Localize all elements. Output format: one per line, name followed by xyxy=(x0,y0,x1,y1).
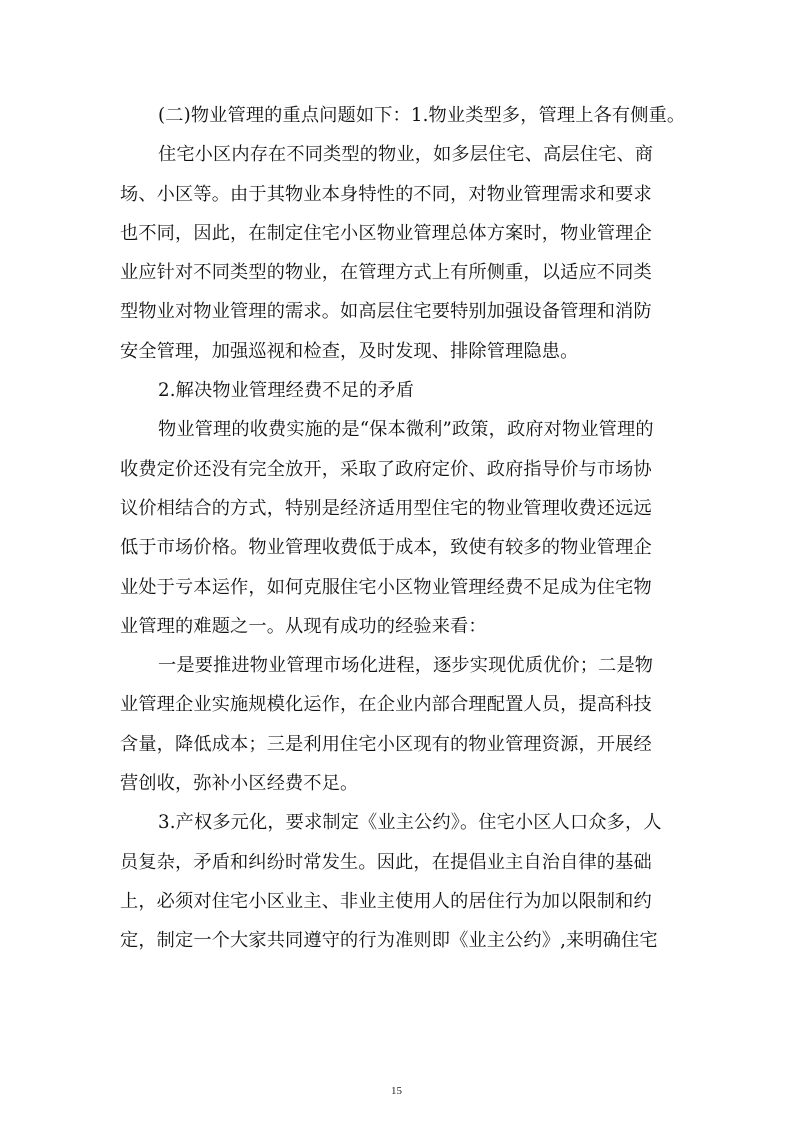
paragraph-line: 场、小区等。由于其物业本身特性的不同，对物业管理需求和要求 xyxy=(120,183,652,205)
paragraph-line: 也不同，因此，在制定住宅小区物业管理总体方案时，物业管理企 xyxy=(120,222,652,244)
document-body xyxy=(120,96,690,961)
paragraph-line: 员复杂，矛盾和纠纷时常发生。因此，在提倡业主自治自律的基础 xyxy=(120,851,652,873)
paragraph-line: 一是要推进物业管理市场化进程，逐步实现优质优价；二是物 xyxy=(158,655,654,677)
paragraph-line: 低于市场价格。物业管理收费低于成本，致使有较多的物业管理企 xyxy=(120,537,652,559)
paragraph-line: 型物业对物业管理的需求。如高层住宅要特别加强设备管理和消防 xyxy=(120,301,652,323)
paragraph-line: 业管理企业实施规模化运作，在企业内部合理配置人员，提高科技 xyxy=(120,694,652,716)
page-number: 15 xyxy=(391,1085,402,1097)
paragraph-line: 住宅小区内存在不同类型的物业，如多层住宅、高层住宅、商 xyxy=(158,144,654,166)
paragraph-line: 含量，降低成本；三是利用住宅小区现有的物业管理资源，开展经 xyxy=(120,733,652,755)
paragraph-line: (二)物业管理的重点问题如下：1.物业类型多，管理上各有侧重。 xyxy=(158,105,686,126)
paragraph-line: 安全管理，加强巡视和检查，及时发现、排除管理隐患。 xyxy=(120,340,579,362)
section-heading: 2.解决物业管理经费不足的矛盾 xyxy=(158,380,415,402)
paragraph-line: 营创收，弥补小区经费不足。 xyxy=(120,773,359,795)
paragraph-line: 上，必须对住宅小区业主、非业主使用人的居住行为加以限制和约 xyxy=(120,890,652,912)
paragraph-line: 3.产权多元化，要求制定《业主公约》。住宅小区人口众多，人 xyxy=(158,812,662,834)
paragraph-line: 业管理的难题之一。从现有成功的经验来看： xyxy=(120,615,487,637)
paragraph-line: 收费定价还没有完全放开，采取了政府定价、政府指导价与市场协 xyxy=(120,458,652,480)
paragraph-line: 定，制定一个大家共同遵守的行为准则即《业主公约》,来明确住宅 xyxy=(120,930,658,952)
paragraph-line: 议价相结合的方式，特别是经济适用型住宅的物业管理收费还远远 xyxy=(120,497,652,519)
paragraph-line: 业处于亏本运作，如何克服住宅小区物业管理经费不足成为住宅物 xyxy=(120,576,652,598)
paragraph-line: 业应针对不同类型的物业，在管理方式上有所侧重，以适应不同类 xyxy=(120,262,652,284)
paragraph-line: 物业管理的收费实施的是“保本微利”政策，政府对物业管理的 xyxy=(158,419,654,441)
